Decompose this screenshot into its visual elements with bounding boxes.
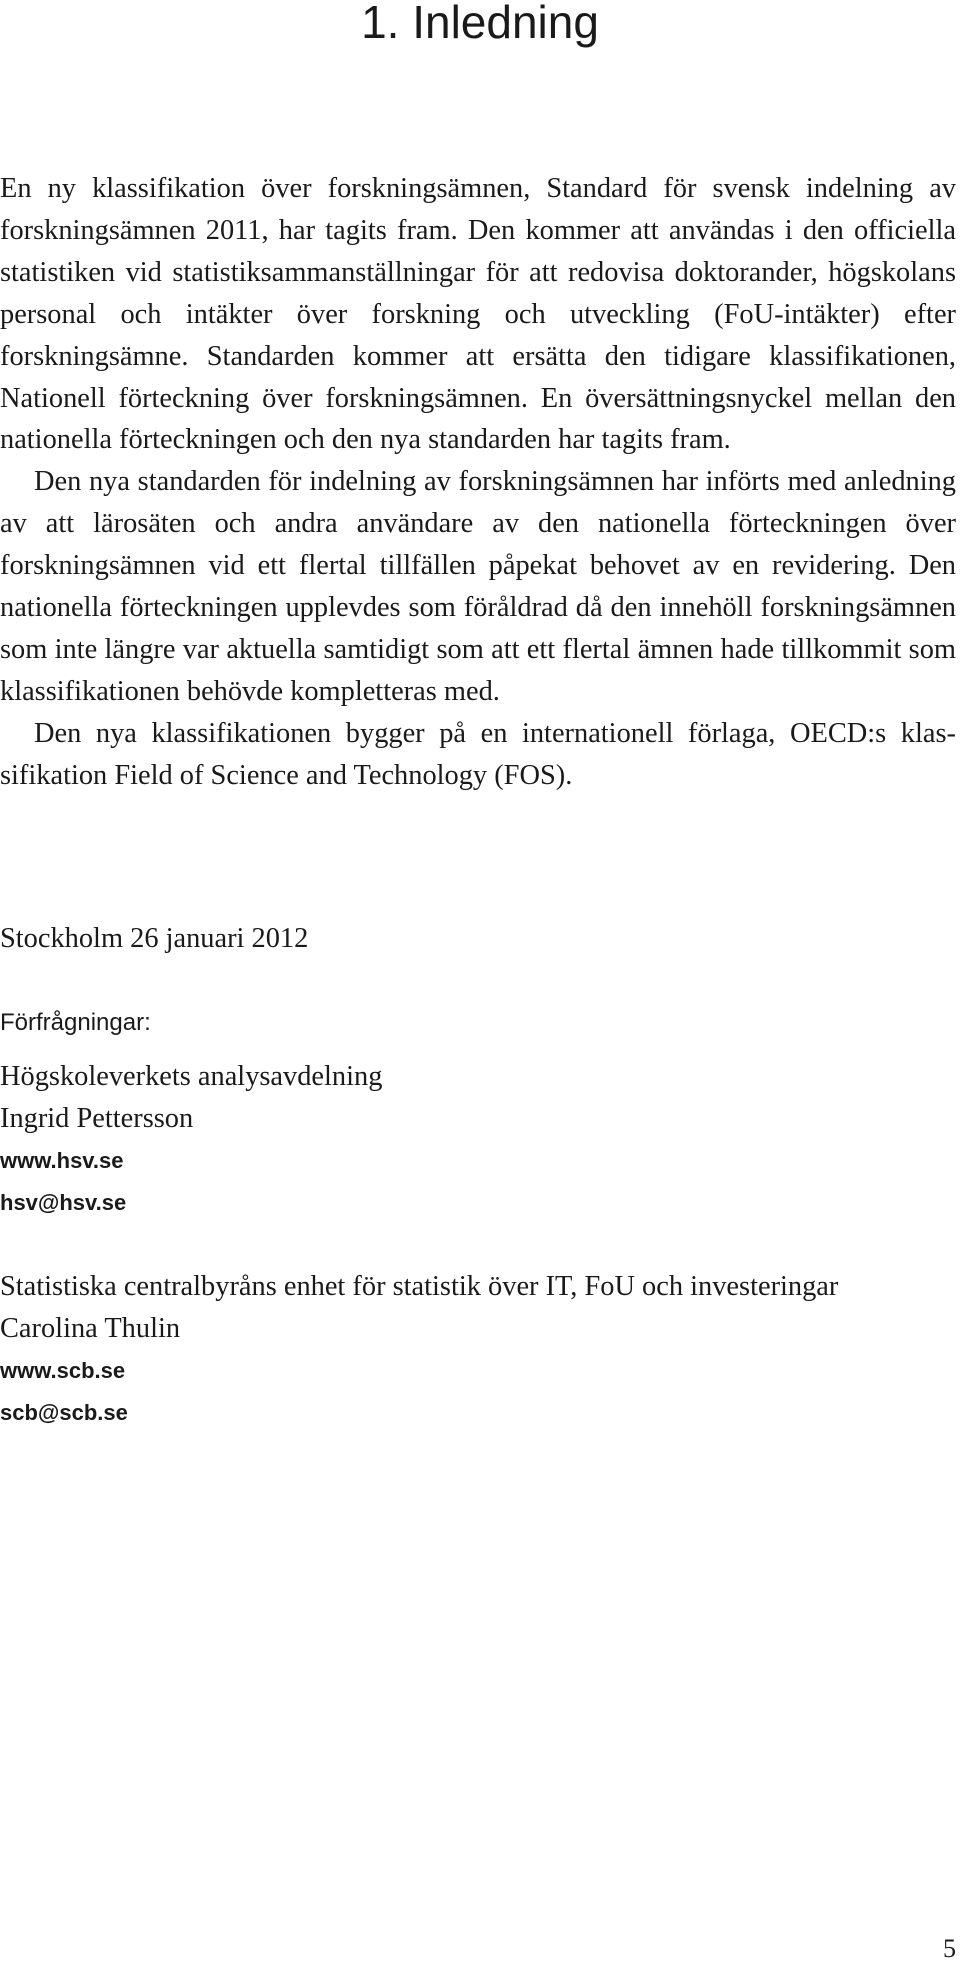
scb-department: Statistiska centralbyråns enhet för statistik över IT, FoU och investeringar xyxy=(0,1271,839,1302)
inquiries-label: Förfrågningar: xyxy=(0,1009,151,1036)
scb-contact-block xyxy=(0,1266,956,1434)
paragraph: En ny klassifikation över forskningsämnen, Standard för svensk indelning av forskningsämnen 2011, har tagits fram. Den kommer att användas i den officiella statistiken vid statistiksammanställningar för att redovisa doktorander, högskolans personal och intäkter över forskning och utveckling (FoU-intäkter) efter forskningsämne. Standarden kommer att ersätta den tidigare klassifikationen, Nationell förteckning över forskningsämnen. En översättningsnyckel mellan den nationella förteckningen och den nya standarden har tagits fram. xyxy=(0,173,956,456)
scb-email-link[interactable]: scb@scb.se xyxy=(0,1399,128,1425)
date-block xyxy=(0,918,956,960)
hsv-website-link[interactable]: www.hsv.se xyxy=(0,1147,124,1173)
paragraph: Den nya klassifikationen bygger på en internationell förlaga, OECD:s klassifikation Field of Science and Technology (FOS). xyxy=(0,717,956,791)
date-line: Stockholm 26 januari 2012 xyxy=(0,923,309,954)
paragraph: Den nya standarden för indelning av forskningsämnen har införts med anledning av att lärosäten och andra användare av den nationella förteckningen över forskningsämnen vid ett flertal tillfällen påpekat behovet av en revidering. Den nationella förteckningen upplevdes som föråldrad då den innehöll forskningsämnen som inte längre var aktuella samtidigt som att ett flertal ämnen hade tillkommit som klassifikationen behövde kompletteras med. xyxy=(0,466,956,707)
hsv-email-link[interactable]: hsv@hsv.se xyxy=(0,1189,127,1215)
inquiries-label-block xyxy=(0,1002,956,1043)
hsv-department: Högskoleverkets analysavdelning xyxy=(0,1061,383,1092)
introduction-body xyxy=(0,168,956,797)
page-heading: 1. Inledning xyxy=(361,0,599,48)
scb-website-link[interactable]: www.scb.se xyxy=(0,1357,126,1383)
hsv-contact-name: Ingrid Pettersson xyxy=(0,1102,194,1134)
page-number: 5 xyxy=(943,1934,956,1963)
hsv-contact-block xyxy=(0,1056,956,1224)
scb-contact-name: Carolina Thulin xyxy=(0,1312,181,1344)
